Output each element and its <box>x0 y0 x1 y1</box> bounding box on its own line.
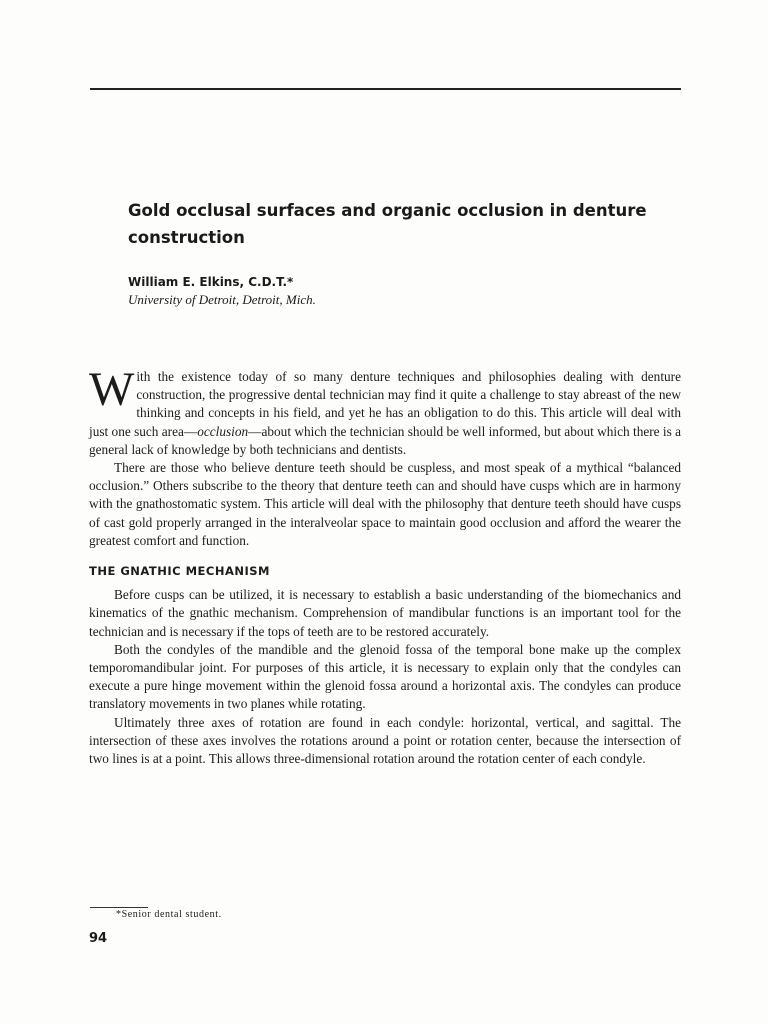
section-heading: THE GNATHIC MECHANISM <box>89 564 270 579</box>
footnote-rule <box>90 907 148 908</box>
paragraph-axes: Ultimately three axes of rotation are found in each condyle: horizontal, vertical, and sagittal. The intersection of these axes involves the rotations around a point or rotation center, because the intersection of two lines is at a point. This allows three-dimensional rotation around the rotation center of each condyle. <box>89 714 681 767</box>
drop-cap: W <box>89 363 135 416</box>
header-rule <box>90 88 681 90</box>
article-body <box>89 363 681 768</box>
author-affiliation: University of Detroit, Detroit, Mich. <box>128 292 316 307</box>
author-name: William E. Elkins, C.D.T.* <box>128 275 294 289</box>
paragraph-cusps: There are those who believe denture teeth should be cuspless, and most speak of a mythical “balanced occlusion.” Others subscribe to the theory that denture teeth can and should have cusps which are in harmony with the gnathostomatic system. This article will deal with the philosophy that denture teeth should have cusps of cast gold properly arranged in the interalveolar space to maintain good occlusion and afford the wearer the greatest comfort and function. <box>89 460 681 548</box>
intro-text: ith the existence today of so many denture techniques and philosophies dealing with denture construction, the progressive dental technician may find it quite a challenge to stay abreast of the new thinking and concepts in his field, and yet he has an obligation to do this. This article will deal with just one such area— <box>89 369 681 439</box>
page-number: 94 <box>89 931 108 946</box>
paragraph-biomechanics: Before cusps can be utilized, it is necessary to establish a basic understanding of the biomechanics and kinematics of the gnathic mechanism. Comprehension of mandibular functions is an important tool for the technician and is necessary if the tops of teeth are to be restored accurately. <box>89 587 681 639</box>
footnote: *Senior dental student. <box>116 909 222 920</box>
article-title: Gold occlusal surfaces and organic occlusion in denture construction <box>128 201 647 247</box>
intro-text-end: —about which the technician should be well informed, but about which there is a general lack of knowledge by both technicians and dentists. <box>89 423 681 457</box>
paragraph-condyles: Both the condyles of the mandible and the glenoid fossa of the temporal bone make up the complex temporomandibular joint. For purposes of this article, it is necessary to explain only that the condyles can execute a pure hinge movement within the glenoid fossa around a horizontal axis. The condyles can produce translatory movements in two planes while rotating. <box>89 641 681 712</box>
paragraph-intro <box>89 363 681 459</box>
intro-italic-term: occlusion <box>197 423 249 439</box>
